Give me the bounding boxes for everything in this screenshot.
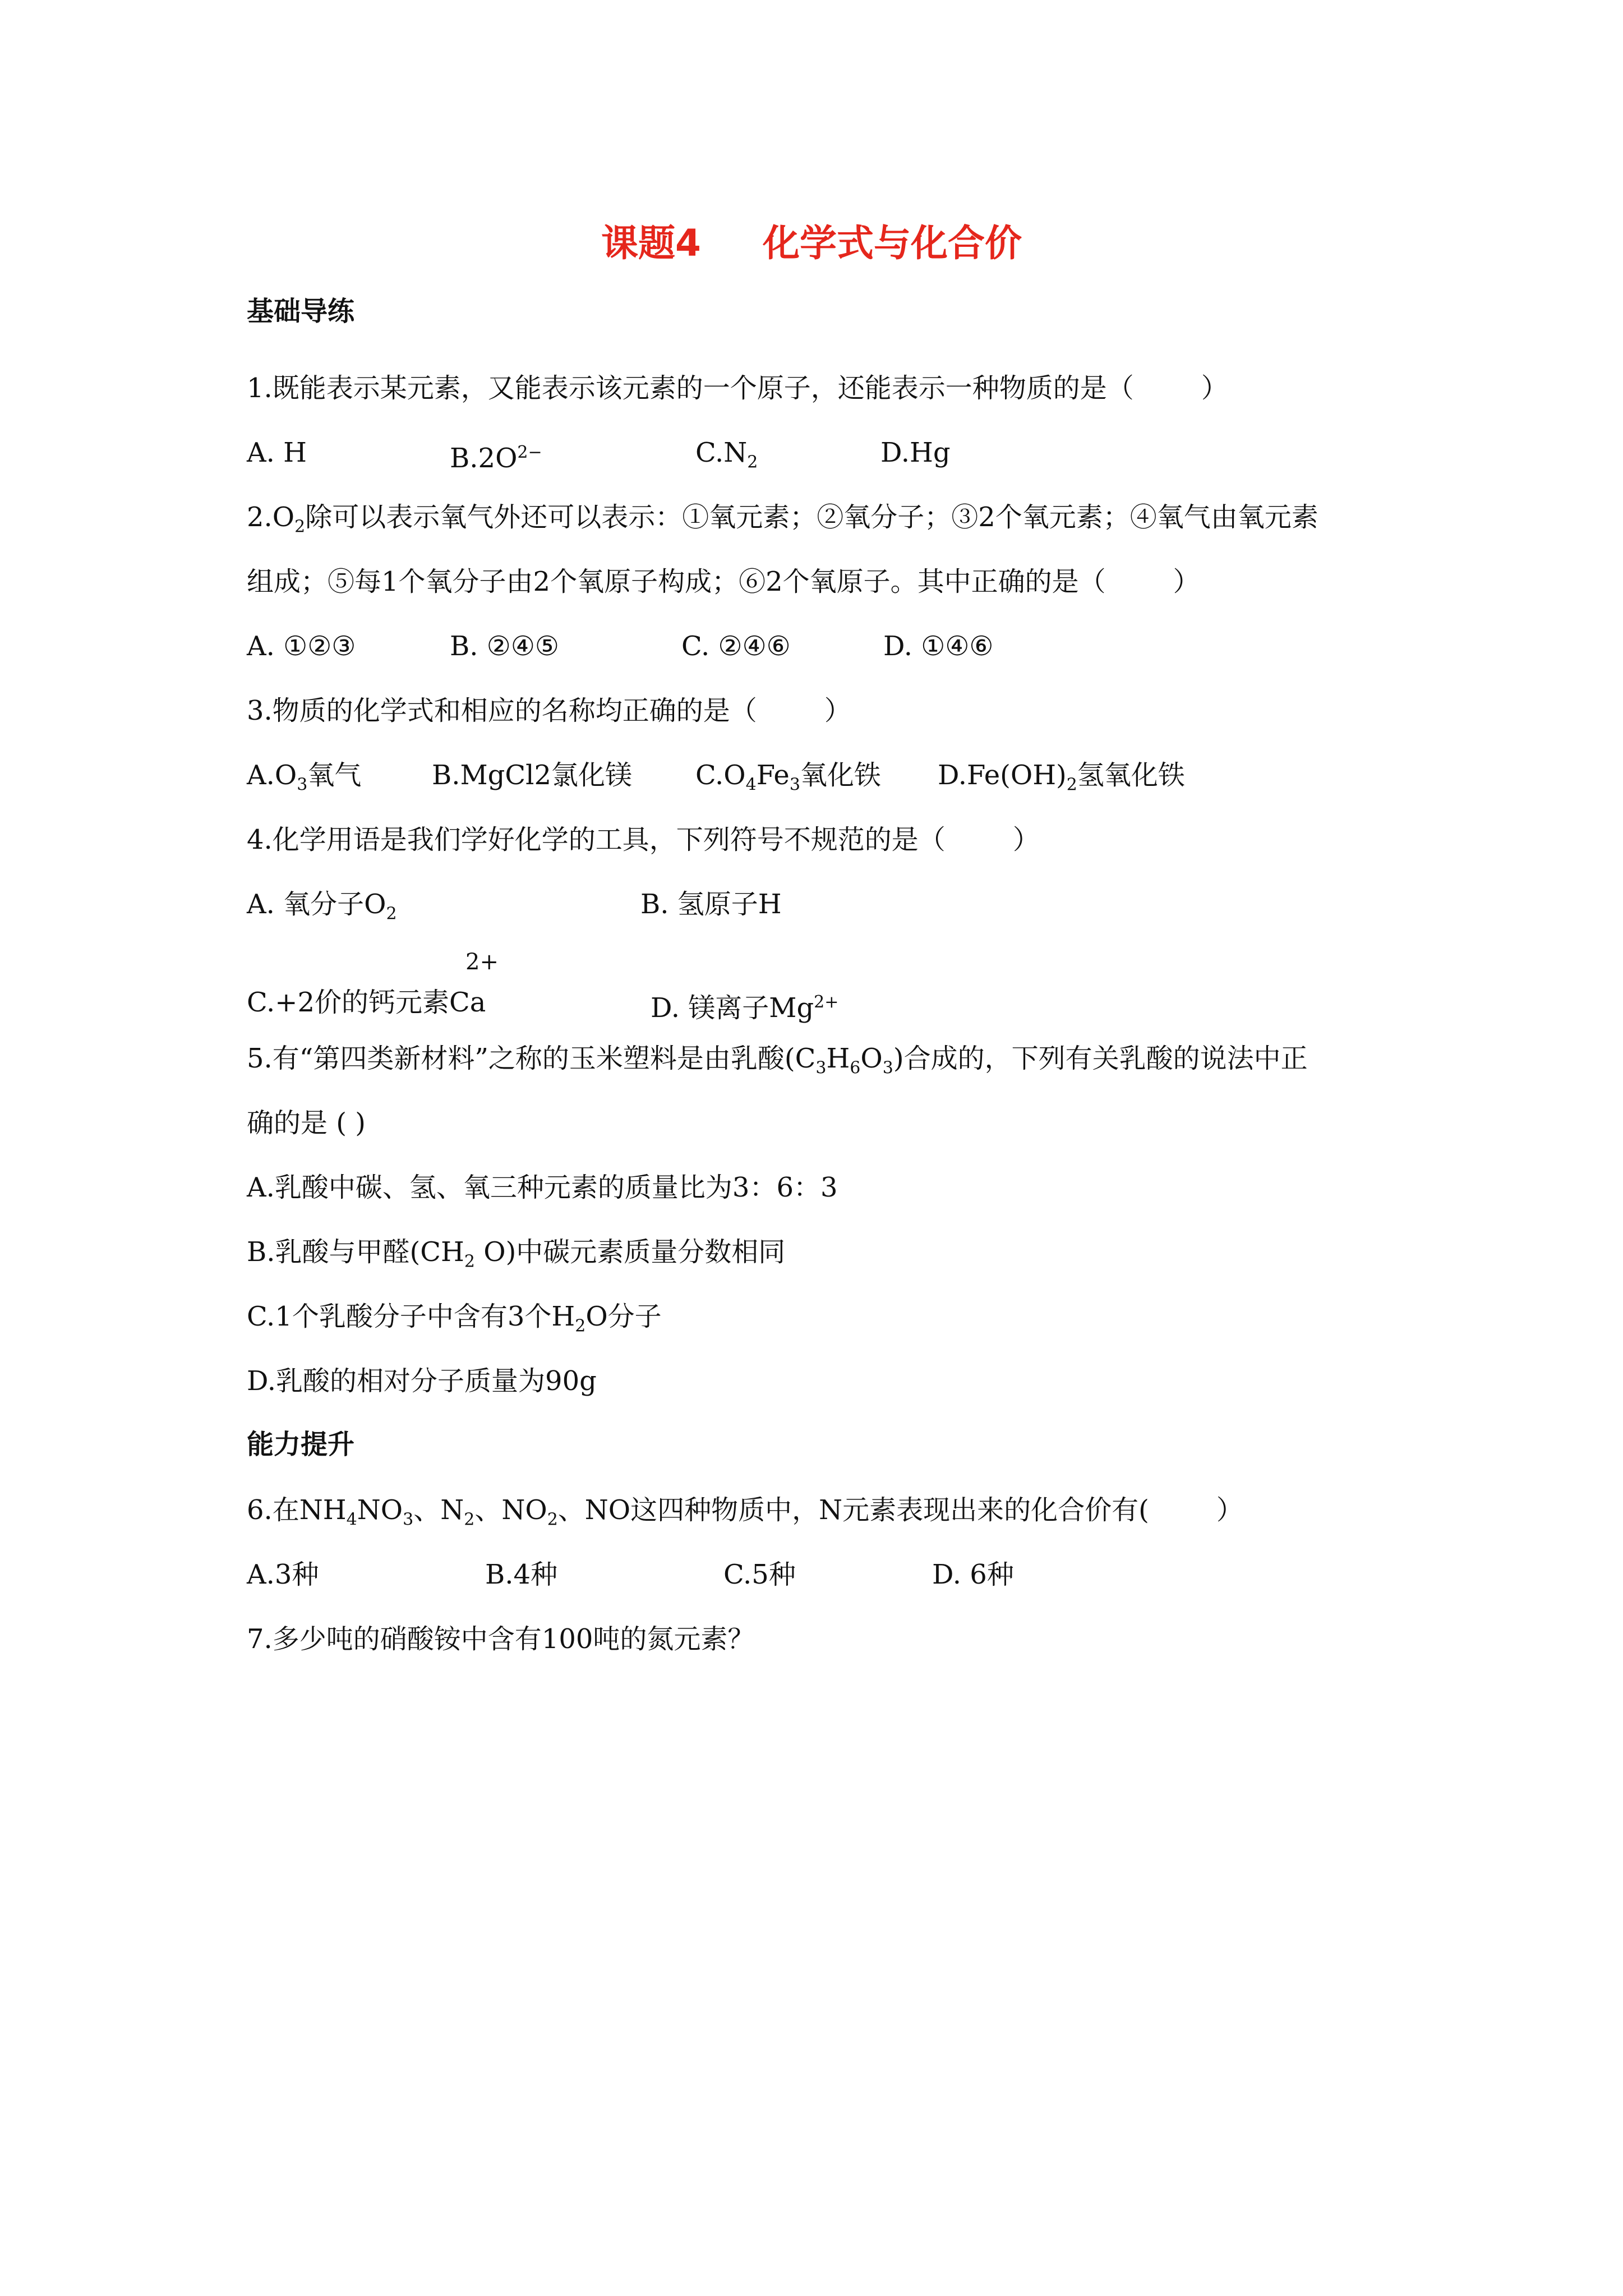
question-1-stem: 1.既能表示某元素，又能表示该元素的一个原子，还能表示一种物质的是（: [247, 372, 1134, 404]
q3-option-c: $C.O_4Fe_3$氧化铁: [695, 760, 881, 795]
q2-option-d: D. ①④⑥: [883, 631, 994, 662]
title-prefix: 课题4: [601, 222, 701, 265]
question-2-line-2: 组成；⑤每1个氧分子由2个氧原子构成；⑥2个氧原子。其中正确的是（ ）: [247, 566, 1200, 597]
q6-option-b: B.4种: [485, 1559, 558, 1590]
question-1-close: ）: [1201, 372, 1228, 404]
q3-option-a: $A.O_3$氧气: [247, 760, 362, 795]
question-3-options: [247, 757, 1424, 793]
question-5-line-2: 确的是 ( ): [247, 1107, 366, 1139]
question-2-line-1: $2.O_2$除可以表示氧气外还可以表示：①氧元素；②氧分子；③2个氧元素；④氧气由氧元素: [247, 501, 1318, 537]
q3-option-b: B.MgCl2氯化镁: [432, 760, 633, 791]
q4-option-a: A. 氧分子$O_2$: [247, 889, 397, 924]
q3-option-d: $D.Fe(OH)_2$氢氧化铁: [938, 760, 1185, 795]
question-4: 4.化学用语是我们学好化学的工具，下列符号不规范的是（ ）: [247, 824, 1040, 855]
q2-option-a: A. ①②③: [247, 631, 356, 662]
q5-option-d: D.乳酸的相对分子质量为90g: [247, 1365, 597, 1397]
question-2-options: [247, 628, 1312, 664]
q1-option-b: $B.2O^{2-}$: [450, 443, 542, 474]
q6-option-c: C.5种: [723, 1559, 796, 1590]
question-1-options: [247, 435, 1312, 474]
question-3: 3.物质的化学式和相应的名称均正确的是（ ）: [247, 695, 851, 726]
q1-option-d: D.Hg: [880, 437, 951, 468]
question-6: 6.在$NH_4NO_3$、$N_2$、$NO_2$、NO这四种物质中，N元素表现出来的化合价有( ）: [247, 1494, 1243, 1530]
q4-option-b: B. 氢原子H: [640, 889, 782, 920]
q6-option-a: A.3种: [247, 1559, 319, 1590]
question-7: 7.多少吨的硝酸铵中含有100吨的氮元素？: [247, 1623, 755, 1655]
q5-option-c: C.1个乳酸分子中含有3个$H_2O$分子: [247, 1301, 662, 1336]
q2-option-b: B. ②④⑤: [450, 631, 559, 662]
q1-option-a: A. H: [247, 437, 307, 468]
title-main: 化学式与化合价: [762, 222, 1022, 265]
question-4-options-row-2: [247, 984, 1256, 1024]
section-basic: 基础导练: [247, 296, 355, 327]
q4-option-d: D. 镁离子$Mg^{2+}$: [651, 992, 839, 1024]
q6-option-d: D. 6种: [932, 1559, 1014, 1590]
question-6-options: [247, 1557, 1312, 1593]
q5-option-a: A.乳酸中碳、氢、氧三种元素的质量比为3：6：3: [247, 1172, 838, 1203]
section-advanced: 能力提升: [247, 1429, 355, 1460]
q4-option-c-charge: 2+: [465, 949, 499, 975]
page-title: [0, 213, 1623, 266]
q1-option-c: $C.N_2$: [695, 437, 758, 472]
question-5-line-1: 5.有“第四类新材料”之称的玉米塑料是由乳酸$(C_3H_6O_3)$合成的，下列有关乳酸的说法中正: [247, 1043, 1308, 1078]
q5-option-b: B.乳酸与甲醛($CH_2$ O)中碳元素质量分数相同: [247, 1236, 786, 1272]
question-1: [247, 370, 1228, 406]
q4-option-c: C.+2价的钙元素Ca: [247, 987, 486, 1018]
q2-option-c: C. ②④⑥: [681, 631, 791, 662]
question-4-options-row-1: [247, 886, 1256, 922]
